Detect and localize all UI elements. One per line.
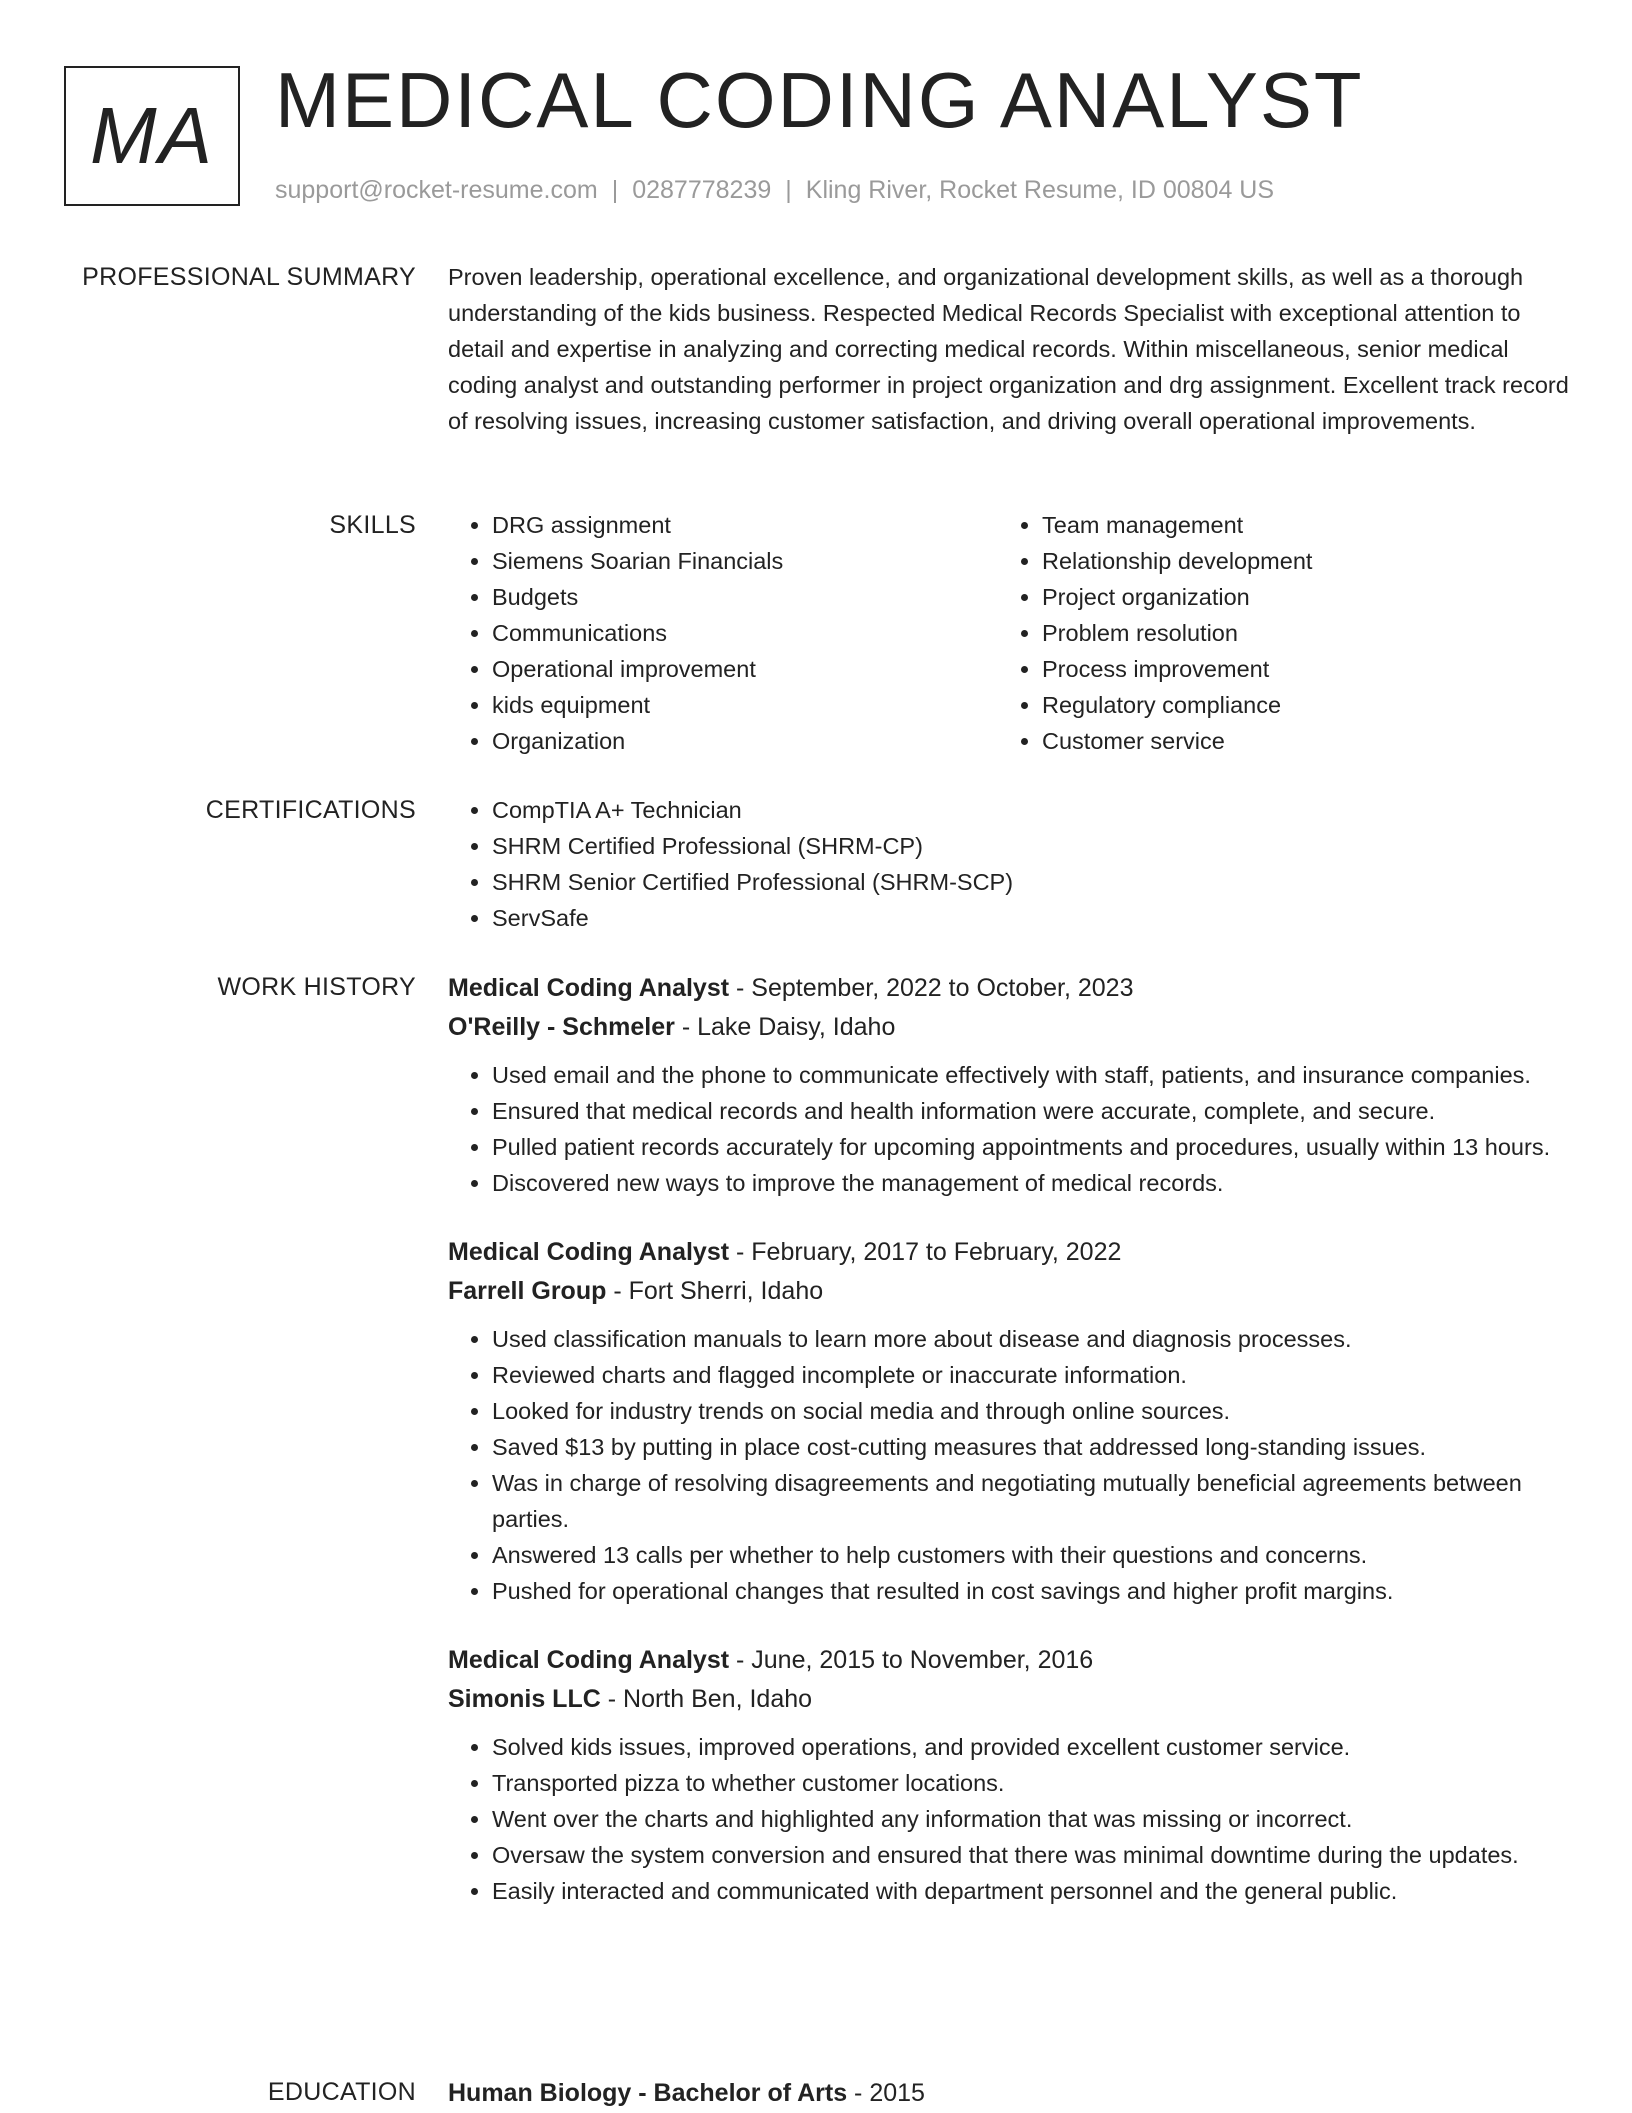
job-company: Simonis LLC <box>448 1685 601 1713</box>
job-entry <box>448 1641 1572 1909</box>
job-title-line <box>448 1641 1572 1680</box>
job-entry <box>448 1233 1572 1609</box>
skill-item: • Project organization <box>1042 579 1548 615</box>
job-title-line <box>448 1233 1572 1272</box>
education-line <box>448 2074 1572 2113</box>
contact-address: Kling River, Rocket Resume, ID 00804 US <box>805 176 1275 204</box>
job-bullet: • Saved $13 by putting in place cost-cutting measures that addressed long-standing issues. <box>492 1429 1572 1465</box>
job-bullets <box>448 1729 1572 1909</box>
skills-list-right <box>998 507 1548 759</box>
job-bullet: • Solved kids issues, improved operations, and provided excellent customer service. <box>492 1729 1572 1765</box>
skill-item: • Problem resolution <box>1042 615 1548 651</box>
certification-item: • CompTIA A+ Technician <box>492 792 1572 828</box>
certification-item: • ServSafe <box>492 900 1572 936</box>
job-location: - Lake Daisy, Idaho <box>674 1013 896 1041</box>
section-label-summary: PROFESSIONAL SUMMARY <box>82 263 416 291</box>
contact-separator: | <box>611 176 619 204</box>
contact-line <box>275 174 1274 207</box>
certification-item: • SHRM Senior Certified Professional (SHRM-SCP) <box>492 864 1572 900</box>
job-dates: - February, 2017 to February, 2022 <box>729 1238 1122 1266</box>
skill-item: • Process improvement <box>1042 651 1548 687</box>
job-company: O'Reilly - Schmeler <box>448 1013 675 1041</box>
section-label-skills: SKILLS <box>329 511 416 539</box>
skill-item: • Team management <box>1042 507 1548 543</box>
resume-name-title: MEDICAL CODING ANALYST <box>275 56 1364 144</box>
job-bullet: • Went over the charts and highlighted any information that was missing or incorrect. <box>492 1801 1572 1837</box>
skill-item: • Communications <box>492 615 998 651</box>
monogram-initials: MA <box>90 91 214 180</box>
certifications-list <box>448 792 1572 936</box>
job-location: - North Ben, Idaho <box>600 1685 813 1713</box>
job-bullet: • Reviewed charts and flagged incomplete or inaccurate information. <box>492 1357 1572 1393</box>
monogram-box <box>64 66 240 206</box>
job-dates: - June, 2015 to November, 2016 <box>729 1646 1094 1674</box>
job-bullet: • Easily interacted and communicated with department personnel and the general public. <box>492 1873 1572 1909</box>
job-bullet: • Discovered new ways to improve the management of medical records. <box>492 1165 1572 1201</box>
skill-item: • DRG assignment <box>492 507 998 543</box>
job-bullet: • Used email and the phone to communicate effectively with staff, patients, and insurance companies. <box>492 1057 1572 1093</box>
section-label-education: EDUCATION <box>267 2078 416 2106</box>
job-company-line <box>448 1680 1572 1719</box>
job-title: Medical Coding Analyst <box>448 1238 730 1266</box>
job-bullet: • Looked for industry trends on social media and through online sources. <box>492 1393 1572 1429</box>
job-company-line <box>448 1272 1572 1311</box>
skill-item: • Operational improvement <box>492 651 998 687</box>
job-bullet: • Was in charge of resolving disagreements and negotiating mutually beneficial agreements between parties. <box>492 1465 1572 1537</box>
job-bullets <box>448 1057 1572 1201</box>
contact-phone: 0287778239 <box>632 176 772 204</box>
summary-text: Proven leadership, operational excellence, and organizational development skills, as well as a thorough understanding of the kids business. Respected Medical Records Specialist with exceptional attention to detail and expertise in analyzing and correcting medical records. Within miscellaneous, senior medical coding analyst and outstanding performer in project organization and drg assignment. Excellent track record of resolving issues, increasing customer satisfaction, and driving overall operational improvements. <box>448 264 1569 434</box>
job-title-line <box>448 969 1572 1008</box>
section-label-certifications: CERTIFICATIONS <box>205 796 416 824</box>
job-bullet: • Pulled patient records accurately for upcoming appointments and procedures, usually within 13 hours. <box>492 1129 1572 1165</box>
contact-email: support@rocket-resume.com <box>275 176 598 204</box>
skill-item: • Regulatory compliance <box>1042 687 1548 723</box>
job-company: Farrell Group <box>448 1277 607 1305</box>
skill-item: • Relationship development <box>1042 543 1548 579</box>
job-company-line <box>448 1008 1572 1047</box>
job-dates: - September, 2022 to October, 2023 <box>729 974 1134 1002</box>
certification-item: • SHRM Certified Professional (SHRM-CP) <box>492 828 1572 864</box>
skill-item: • Siemens Soarian Financials <box>492 543 998 579</box>
job-bullets <box>448 1321 1572 1609</box>
skill-item: • kids equipment <box>492 687 998 723</box>
job-bullet: • Pushed for operational changes that resulted in cost savings and higher profit margins. <box>492 1573 1572 1609</box>
education-degree: Human Biology - Bachelor of Arts <box>448 2079 848 2107</box>
job-bullet: • Transported pizza to whether customer locations. <box>492 1765 1572 1801</box>
section-label-work-history: WORK HISTORY <box>217 973 416 1001</box>
skills-list-left <box>448 507 998 759</box>
job-bullet: • Used classification manuals to learn more about disease and diagnosis processes. <box>492 1321 1572 1357</box>
education-year: - 2015 <box>847 2079 925 2107</box>
skill-item: • Customer service <box>1042 723 1548 759</box>
job-bullet: • Oversaw the system conversion and ensured that there was minimal downtime during the updates. <box>492 1837 1572 1873</box>
job-title: Medical Coding Analyst <box>448 974 730 1002</box>
job-location: - Fort Sherri, Idaho <box>606 1277 824 1305</box>
job-title: Medical Coding Analyst <box>448 1646 730 1674</box>
job-bullet: • Ensured that medical records and health information were accurate, complete, and secure. <box>492 1093 1572 1129</box>
skill-item: • Budgets <box>492 579 998 615</box>
contact-separator: | <box>785 176 792 204</box>
job-bullet: • Answered 13 calls per whether to help customers with their questions and concerns. <box>492 1537 1572 1573</box>
job-entry <box>448 969 1572 1201</box>
skill-item: • Organization <box>492 723 998 759</box>
